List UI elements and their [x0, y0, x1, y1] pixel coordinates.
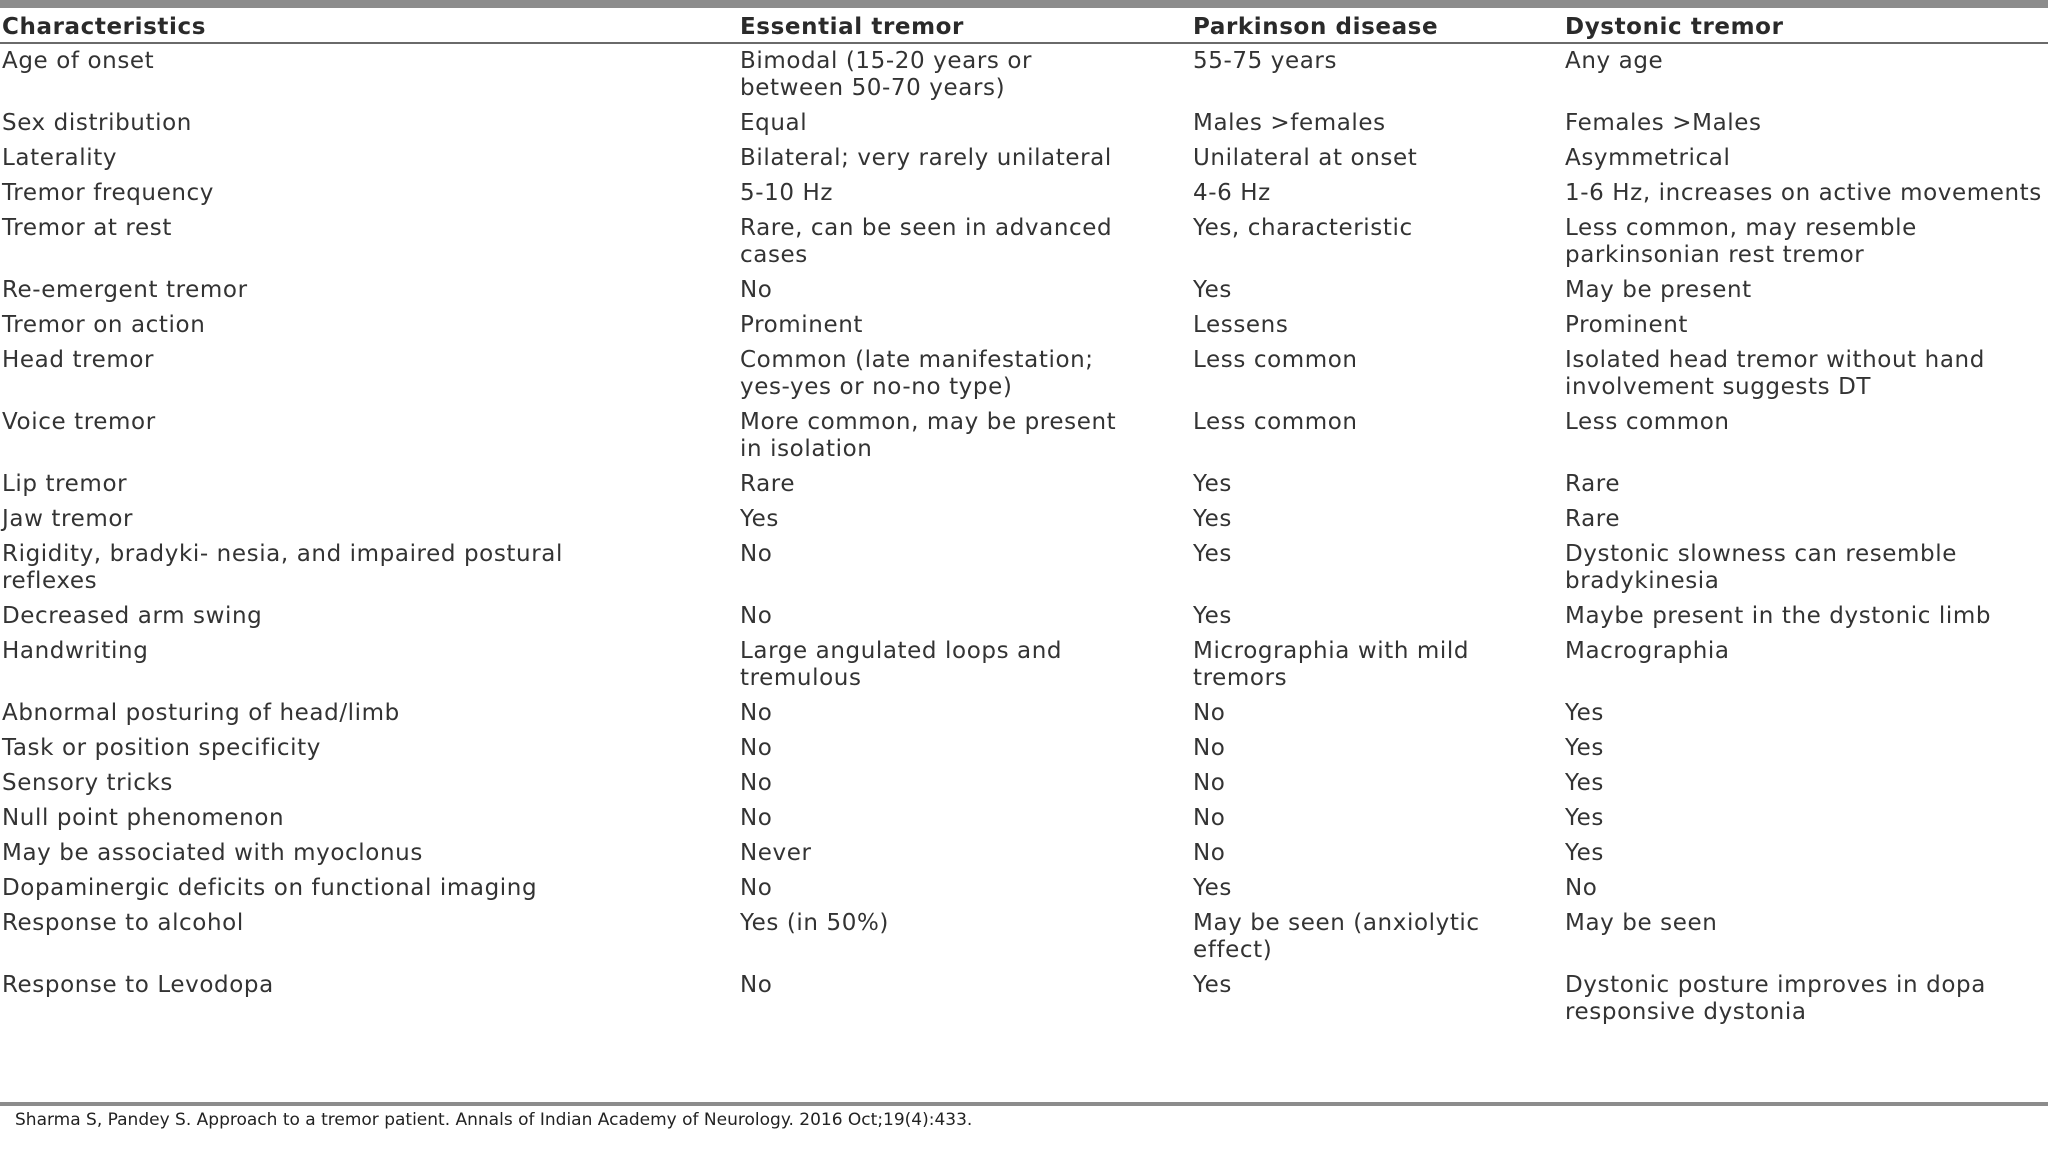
parkinson-disease-cell: Yes — [1193, 875, 1232, 901]
essential-tremor-cell: No — [740, 770, 773, 796]
characteristic-cell: Tremor frequency — [2, 180, 214, 206]
bottom-rule — [0, 1102, 2048, 1106]
essential-tremor-cell: 5-10 Hz — [740, 180, 834, 206]
characteristic-cell: Lip tremor — [2, 471, 128, 497]
table-row — [0, 310, 2048, 345]
table-row — [0, 469, 2048, 504]
dystonic-tremor-cell: Less common, may resemble parkinsonian rest tremor — [1565, 215, 1917, 268]
characteristic-cell: Tremor at rest — [2, 215, 172, 241]
parkinson-disease-cell: 4-6 Hz — [1193, 180, 1271, 206]
parkinson-disease-cell: Yes — [1193, 541, 1232, 567]
dystonic-tremor-cell: Dystonic slowness can resemble bradykinesia — [1565, 541, 1957, 594]
header-parkinson-disease: Parkinson disease — [1191, 8, 1563, 43]
essential-tremor-cell: Prominent — [740, 312, 864, 338]
citation-text: Sharma S, Pandey S. Approach to a tremor patient. Annals of Indian Academy of Neurology. 2016 Oct;19(4):433. — [15, 1110, 973, 1130]
essential-tremor-cell: No — [740, 277, 773, 303]
table-row — [0, 908, 2048, 970]
essential-tremor-cell: Rare, can be seen in advanced cases — [740, 215, 1113, 268]
table-row — [0, 178, 2048, 213]
characteristic-cell: Jaw tremor — [2, 506, 134, 532]
dystonic-tremor-cell: Maybe present in the dystonic limb — [1565, 603, 1992, 629]
dystonic-tremor-cell: May be seen — [1565, 910, 1718, 936]
table-row — [0, 733, 2048, 768]
characteristic-cell: Handwriting — [2, 638, 149, 664]
characteristic-cell: Head tremor — [2, 347, 155, 373]
characteristic-cell: Abnormal posturing of head/limb — [2, 700, 400, 726]
dystonic-tremor-cell: Isolated head tremor without hand involvement suggests DT — [1565, 347, 1985, 400]
essential-tremor-cell: Bimodal (15-20 years or between 50-70 years) — [740, 48, 1033, 101]
parkinson-disease-cell: Unilateral at onset — [1193, 145, 1418, 171]
parkinson-disease-cell: Yes — [1193, 603, 1232, 629]
dystonic-tremor-cell: Yes — [1565, 840, 1604, 866]
comparison-table-container — [0, 8, 2048, 1030]
parkinson-disease-cell: No — [1193, 805, 1226, 831]
top-rule — [0, 0, 2048, 8]
parkinson-disease-cell: Lessens — [1193, 312, 1289, 338]
header-dystonic-tremor: Dystonic tremor — [1563, 8, 2048, 43]
essential-tremor-cell: Yes (in 50%) — [740, 910, 889, 936]
table-row — [0, 108, 2048, 143]
essential-tremor-cell: No — [740, 603, 773, 629]
essential-tremor-cell: Common (late manifestation; yes-yes or no-no type) — [740, 347, 1094, 400]
characteristic-cell: Age of onset — [2, 48, 155, 74]
essential-tremor-cell: More common, may be present in isolation — [740, 409, 1117, 462]
dystonic-tremor-cell: Yes — [1565, 805, 1604, 831]
dystonic-tremor-cell: Yes — [1565, 700, 1604, 726]
essential-tremor-cell: Large angulated loops and tremulous — [740, 638, 1063, 691]
characteristic-cell: Sensory tricks — [2, 770, 173, 796]
essential-tremor-cell: Equal — [740, 110, 808, 136]
table-row — [0, 345, 2048, 407]
dystonic-tremor-cell: 1-6 Hz, increases on active movements — [1565, 180, 2042, 206]
characteristic-cell: Response to alcohol — [2, 910, 244, 936]
essential-tremor-cell: Yes — [740, 506, 779, 532]
characteristic-cell: Response to Levodopa — [2, 972, 274, 998]
dystonic-tremor-cell: No — [1565, 875, 1598, 901]
essential-tremor-cell: No — [740, 805, 773, 831]
characteristic-cell: Dopaminergic deficits on functional imaging — [2, 875, 538, 901]
dystonic-tremor-cell: Females >Males — [1565, 110, 1762, 136]
dystonic-tremor-cell: Dystonic posture improves in dopa responsive dystonia — [1565, 972, 1986, 1025]
tremor-comparison-table — [0, 8, 2048, 1030]
parkinson-disease-cell: Yes — [1193, 471, 1232, 497]
parkinson-disease-cell: Micrographia with mild tremors — [1193, 638, 1470, 691]
parkinson-disease-cell: Less common — [1193, 347, 1358, 373]
dystonic-tremor-cell: Yes — [1565, 770, 1604, 796]
parkinson-disease-cell: Yes — [1193, 277, 1232, 303]
table-row — [0, 407, 2048, 469]
dystonic-tremor-cell: Any age — [1565, 48, 1664, 74]
parkinson-disease-cell: No — [1193, 840, 1226, 866]
parkinson-disease-cell: 55-75 years — [1193, 48, 1338, 74]
parkinson-disease-cell: Yes, characteristic — [1193, 215, 1413, 241]
characteristic-cell: Re-emergent tremor — [2, 277, 248, 303]
characteristic-cell: Task or position specificity — [2, 735, 321, 761]
essential-tremor-cell: No — [740, 972, 773, 998]
parkinson-disease-cell: Less common — [1193, 409, 1358, 435]
characteristic-cell: Voice tremor — [2, 409, 156, 435]
table-body — [0, 43, 2048, 1030]
dystonic-tremor-cell: Prominent — [1565, 312, 1689, 338]
characteristic-cell: Decreased arm swing — [2, 603, 263, 629]
dystonic-tremor-cell: Macrographia — [1565, 638, 1730, 664]
header-essential-tremor: Essential tremor — [738, 8, 1191, 43]
parkinson-disease-cell: Yes — [1193, 506, 1232, 532]
characteristic-cell: Sex distribution — [2, 110, 192, 136]
table-row — [0, 504, 2048, 539]
table-row — [0, 275, 2048, 310]
table-row — [0, 698, 2048, 733]
table-row — [0, 970, 2048, 1030]
table-row — [0, 803, 2048, 838]
parkinson-disease-cell: No — [1193, 700, 1226, 726]
characteristic-cell: May be associated with myoclonus — [2, 840, 423, 866]
dystonic-tremor-cell: Asymmetrical — [1565, 145, 1731, 171]
dystonic-tremor-cell: Rare — [1565, 506, 1621, 532]
parkinson-disease-cell: Males >females — [1193, 110, 1386, 136]
table-row — [0, 213, 2048, 275]
essential-tremor-cell: No — [740, 875, 773, 901]
table-row — [0, 143, 2048, 178]
table-row — [0, 873, 2048, 908]
parkinson-disease-cell: No — [1193, 735, 1226, 761]
essential-tremor-cell: Rare — [740, 471, 796, 497]
characteristic-cell: Laterality — [2, 145, 118, 171]
characteristic-cell: Null point phenomenon — [2, 805, 285, 831]
table-row — [0, 838, 2048, 873]
parkinson-disease-cell: Yes — [1193, 972, 1232, 998]
dystonic-tremor-cell: Less common — [1565, 409, 1730, 435]
table-row — [0, 636, 2048, 698]
header-characteristics: Characteristics — [0, 8, 738, 43]
table-row — [0, 768, 2048, 803]
dystonic-tremor-cell: Yes — [1565, 735, 1604, 761]
parkinson-disease-cell: May be seen (anxiolytic effect) — [1193, 910, 1480, 963]
characteristic-cell: Rigidity, bradyki- nesia, and impaired postural reflexes — [2, 541, 563, 594]
dystonic-tremor-cell: May be present — [1565, 277, 1752, 303]
table-row — [0, 601, 2048, 636]
table-row — [0, 43, 2048, 108]
dystonic-tremor-cell: Rare — [1565, 471, 1621, 497]
essential-tremor-cell: Bilateral; very rarely unilateral — [740, 145, 1112, 171]
essential-tremor-cell: No — [740, 541, 773, 567]
essential-tremor-cell: No — [740, 700, 773, 726]
essential-tremor-cell: Never — [740, 840, 812, 866]
characteristic-cell: Tremor on action — [2, 312, 206, 338]
essential-tremor-cell: No — [740, 735, 773, 761]
table-row — [0, 539, 2048, 601]
header-row — [0, 8, 2048, 43]
parkinson-disease-cell: No — [1193, 770, 1226, 796]
